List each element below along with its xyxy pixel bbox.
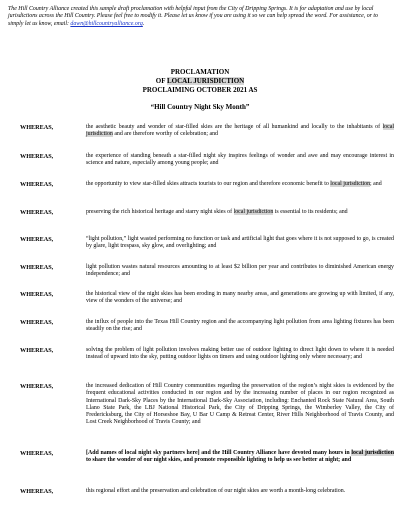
- whereas-label: WHEREAS,: [20, 383, 54, 390]
- clause-text-part: ; and: [370, 181, 382, 187]
- clause-text: this regional effort and the preservation and celebration of our night skies are worth a month-long celebration.: [86, 488, 346, 494]
- whereas-label: WHEREAS,: [20, 488, 54, 495]
- intro-text: The Hill Country Alliance created this sample draft proclamation with helpful input from the City of Dripping Springs. It is for adaptation and use by local jurisdictions across the Hill Country. Please feel free to modify it. Please let us know if you are using it so we can help spread the word. For assistance, or to simply let us know, email:: [8, 6, 378, 27]
- jurisdiction-placeholder: LOCAL JURISDICTION: [167, 77, 245, 85]
- clause-text-part: the opportunity to view star-filled skies attracts tourists to our region and therefore economic benefit to: [86, 181, 331, 187]
- email-link[interactable]: dawn@hillcountryalliance.org: [70, 20, 143, 27]
- clause-text: [86, 181, 394, 188]
- proclaiming-line: PROCLAIMING OCTOBER 2021 AS: [142, 86, 258, 94]
- clause-text: the influx of people into the Texas Hill Country region and the accompanying light pollution from area lighting fixtures has been steadily on the rise; and: [86, 319, 394, 333]
- intro-note: [8, 6, 394, 28]
- clause-text: [86, 209, 394, 216]
- whereas-label: WHEREAS,: [20, 153, 54, 160]
- clause-text-part: the aesthetic beauty and wonder of star-filled skies are the heritage of all humankind and locally to the inhabitants of: [86, 124, 383, 130]
- clause-text: the increased dedication of Hill Country communities regarding the preservation of the region’s night skies is evidenced by the frequent educational activities conducted in our region and by the increasing number of places in our region recognized as International Dark-Sky Places by the International Dark-Sky Association, including: Enchanted Rock State Natural Area, South Llano State Park, the LBJ National Historical Park, the City of Dripping Springs, the Wimberley Valley, the City of Fredericksburg, the City of Horseshoe Bay, U Bar U Camp & Retreat Center, River Hills Neighborhood of Travis County, and Lost Creek Neighborhood of Travis County; and: [86, 383, 394, 426]
- clause-text-part: [Add names of local night sky partners here] and the Hill Country Alliance have devoted many hours in: [86, 450, 352, 456]
- jurisdiction-prefix: OF: [155, 77, 167, 85]
- proclamation-title: PROCLAMATION: [170, 68, 230, 76]
- whereas-label: WHEREAS,: [20, 264, 54, 271]
- whereas-label: WHEREAS,: [20, 347, 54, 354]
- whereas-label: WHEREAS,: [20, 124, 54, 131]
- clause-text-part: preserving the rich historical heritage and starry night skies of: [86, 209, 234, 215]
- whereas-label: WHEREAS,: [20, 450, 54, 457]
- clause-text-part: to share the wonder of our night skies, and promote responsible lighting to help us see better at night; and: [86, 457, 352, 464]
- clause-text: [86, 124, 394, 139]
- jurisdiction-placeholder: local jurisdiction: [233, 209, 274, 215]
- jurisdiction-placeholder: local jurisdiction: [86, 124, 394, 138]
- clause-text: “light pollution,” light wasted performing no function or task and artificial light that goes where it is not supposed to go, is created by glare, light trespass, sky glow, and overlighting; and: [86, 236, 394, 250]
- jurisdiction-placeholder: local jurisdiction: [351, 450, 394, 456]
- clause-text: light pollution wastes natural resources amounting to at least $2 billion per year and contributes to diminished American energy independence; and: [86, 264, 394, 278]
- intro-text-end: .: [142, 20, 145, 27]
- clause-text: the historical view of the night skies has been eroding in many nearby areas, and generations are growing up with limited, if any, view of the wonders of the universe; and: [86, 291, 394, 305]
- clause-text: the experience of standing beneath a star-filled night sky inspires feelings of wonder and awe and may encourage interest in science and nature, especially among young people; and: [86, 153, 394, 167]
- jurisdiction-line: [0, 77, 400, 85]
- whereas-label: WHEREAS,: [20, 291, 54, 298]
- clause-text: [86, 450, 394, 465]
- clause-text-part: and are therefore worthy of celebration; and: [112, 131, 219, 138]
- month-title: “Hill Country Night Sky Month”: [150, 103, 250, 111]
- whereas-label: WHEREAS,: [20, 181, 54, 188]
- jurisdiction-placeholder: local jurisdiction: [330, 181, 371, 187]
- whereas-label: WHEREAS,: [20, 319, 54, 326]
- clause-text-part: is essential to its residents; and: [273, 209, 348, 215]
- clause-text: solving the problem of light pollution involves making better use of outdoor lighting to direct light down to where it is needed instead of upward into the sky, putting outdoor lights on timers and using outdoor lighting only where necessary; and: [86, 347, 394, 361]
- whereas-label: WHEREAS,: [20, 236, 54, 243]
- whereas-label: WHEREAS,: [20, 209, 54, 216]
